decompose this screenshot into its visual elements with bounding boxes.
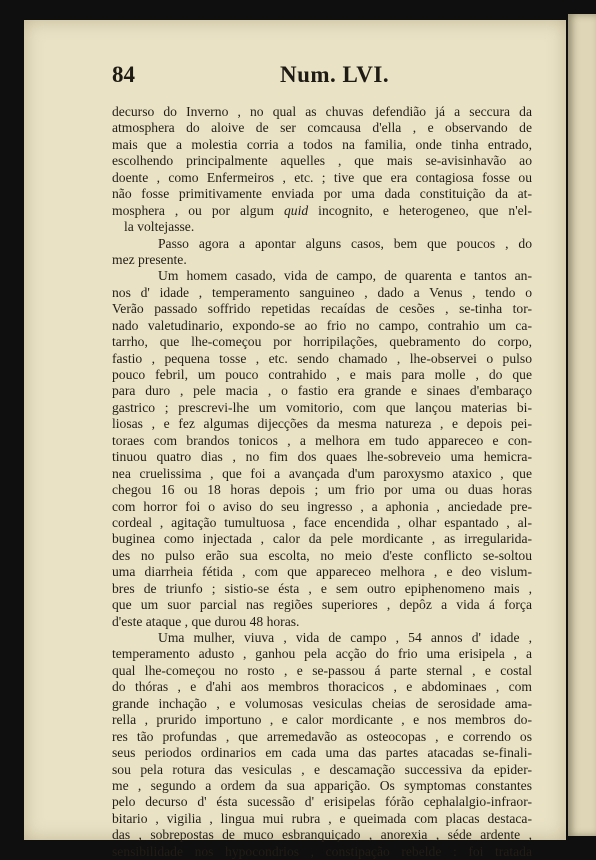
text-line: nos d' idade , temperamento sanguineo , dado a Venus , tendo o [112,284,532,300]
text-line: qual lhe-começou no rosto , e se-passou á parte sternal , e costal [112,662,532,678]
text-line: escolhendo principalmente aquelles , que mais se-avisinhavão ao [112,153,532,169]
text-line: atmosphera do aloive de ser comcausa d'ella , e observando de [112,120,532,136]
text-line: seus periodos ordinarios em cada uma das partes atacadas se-finali- [112,745,532,761]
text-line: res tão profundas , que arremedavão as osteocopas , e correndo os [112,728,532,744]
text-line: d'este ataque , que durou 48 horas. [112,613,300,629]
text-line: bitario , vigilia , lingua mui rubra , e queimada com placas destaca- [112,810,532,826]
body-text [112,104,532,860]
paragraph-start: Passo agora a apontar alguns casos, bem que poucos , do [158,235,532,251]
text-line: sensibilidade nos hypocondrios , constipação rebelde : foi tratada [112,843,532,859]
text-line: das , sobrepostas de muco esbranquiçado , anorexia , séde ardente , [112,827,532,843]
text-line: tarrho, que lhe-começou por horripilações, quebramento do corpo, [112,334,532,350]
paragraph-start: Um homem casado, vida de campo, de quarenta e tantos an- [158,268,532,284]
text-line: cordeal , agitação tumultuosa , face encendida , olhar espantado , al- [112,514,532,530]
text-line: nea cruelissima , que foi a avançada d'um paroxysmo ataxico , que [112,465,532,481]
text-line: do thóras , e d'ahi aos membros thoracicos , e abdominaes , com [112,679,532,695]
italic-word: quid [283,202,309,218]
facing-page-edge [568,14,596,836]
text-line: grande inchação , e volumosas vesiculas cheias de serosidade ama- [112,695,532,711]
paragraph-start: Uma mulher, viuva , vida de campo , 54 annos d' idade , [158,630,532,645]
text-line: nado valetudinario, expondo-se ao frio no campo, contrahio um ca- [112,317,532,333]
text-line: rella , prurido importuno , e calor mordicante , e nos membros do- [112,712,532,728]
text-line: temperamento adusto , ganhou pela acção do frio uma erisipela , a [112,646,532,662]
text-line: des no pulso erão sua escolta, no meio d'este conflicto se-soltou [112,547,532,563]
text-line: me , segundo a ordem da sua apparição. Os symptomas constantes [112,777,532,793]
text-line: la voltejasse. [124,219,195,235]
text-line: fastio , pequena tosse , etc. sendo chamado , lhe-observei o pulso [112,350,532,366]
text-line: com horror foi o aviso do seu ingresso , a aphonia , anciedade pre- [112,498,532,514]
running-title: Num. LVI. [280,62,390,87]
text-line: chegou 16 ou 18 horas depois ; um frio por uma ou duas horas [112,482,532,498]
text-line: mais que a molestia corria a todos na familia, onde tinha entrado, [112,136,532,152]
text-line: toraes com brandos tonicos , a melhora em tudo appareceo e con- [112,432,532,448]
page-number: 84 [112,62,135,87]
text-line: doente , como Enfermeiros , etc. ; tive que era contagiosa fosse ou [112,169,532,185]
text-line: para duro , pele macia , o fastio era grande e sinaes d'embaraço [112,383,532,399]
text-line: tinuou quatro dias , no fim dos quaes lhe-sobreveio uma hemicra- [112,449,532,465]
text-line: que um suor parcial nas regiões superiores , depôz a vida á força [112,597,532,613]
text-line: pouco febril, um pouco contrahido , e mais para molle , do que [112,367,532,382]
text-line: Verão passado soffrido repetidas recaídas de cesões , se-tinha tor- [112,301,532,317]
text-line: não fosse primitivamente enviada por uma dada constituição da at- [112,186,532,202]
text-line: mez presente. [112,251,187,267]
text-line: mosphera , ou por algum quid incognito, e heterogeneo, que n'el- [112,202,532,218]
page-header [112,62,532,96]
text-line: pelo decurso d' ésta sucessão d' erisipelas fórão cephalalgio-infraor- [112,794,532,810]
text-line: uma diarrheia fétida , com que appareceo melhora , e deo vislum- [112,564,532,580]
text-line: liosas , e fez algumas dijecções da mesma natureza , e depois pei- [112,416,532,432]
text-line: bres de triunfo ; sistio-se ésta , e sem outro epiphenomeno mais , [112,580,532,596]
text-line: decurso do Inverno , no qual as chuvas defendião já a seccura da [112,104,532,119]
text-line: gastrico ; prescrevi-lhe um vomitorio, com que lançou materias bi- [112,399,532,415]
text-line: sou pela rotura das vesiculas , e descamação successiva da epider- [112,761,532,777]
text-line: buginea como injectada , calor da pele mordicante , as irregularida- [112,531,532,547]
